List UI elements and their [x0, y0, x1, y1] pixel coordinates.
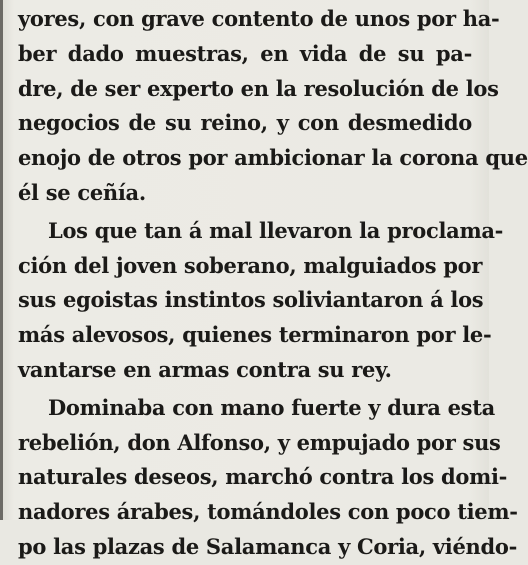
text-line: rebelión, don Alfonso, y empujado por sus: [18, 429, 501, 455]
text-line: po las plazas de Salamanca y Coria, viéndo-: [18, 533, 517, 559]
text-line: dre, de ser experto en la resolución de los: [18, 75, 499, 101]
text-line: él se ceñía.: [18, 179, 146, 205]
paragraph: [18, 2, 528, 211]
text-line: sus egoistas instintos soliviantaron á los: [18, 287, 484, 313]
text-line: más alevosos, quienes terminaron por le-: [18, 322, 492, 348]
text-line: vantarse en armas contra su rey.: [18, 356, 392, 382]
text-line: yores, con grave contento de unos por ha-: [18, 6, 500, 31]
text-line: enojo de otros por ambicionar la corona que: [18, 145, 528, 171]
text-line: negocios de su reino, y con desmedido: [18, 110, 472, 136]
text-line: ber dado muestras, en vida de su pa-: [18, 40, 472, 66]
text-line: ción del joven soberano, malguiados por: [18, 252, 483, 278]
paragraph: [18, 391, 518, 565]
text-column: [18, 2, 528, 565]
paragraph: [18, 214, 504, 388]
text-line: Dominaba con mano fuerte y dura esta: [48, 394, 495, 420]
text-line: Los que tan á mal llevaron la proclama-: [48, 217, 504, 243]
text-line: naturales deseos, marchó contra los domi-: [18, 464, 508, 490]
text-line: nadores árabes, tomándoles con poco tiem-: [18, 499, 518, 525]
column-rule: [0, 0, 3, 520]
